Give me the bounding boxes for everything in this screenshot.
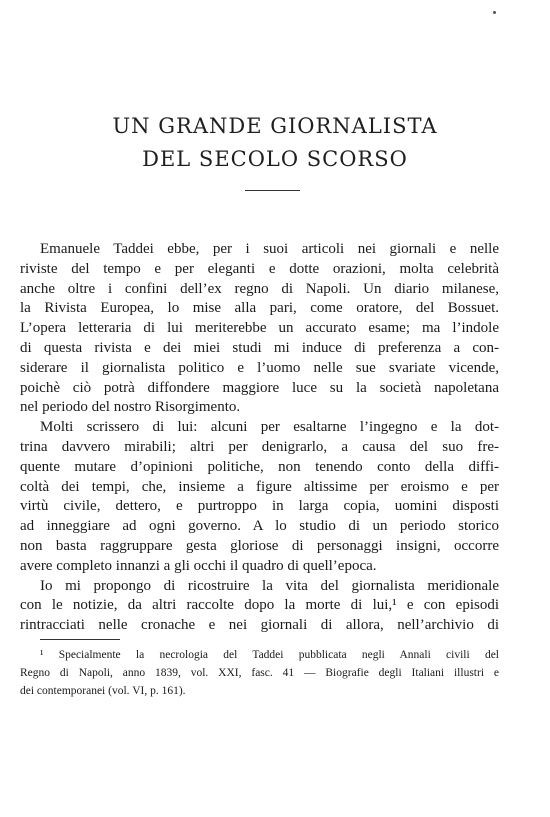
body-line: Emanuele Taddei ebbe, per i suoi articoli nei giornali e nelle [40,241,499,257]
body-line: rintracciati nelle cronache e nei giornali di allora, nell’archivio di [20,617,499,634]
page-speck [493,11,496,14]
body-line: di questa rivista e dei miei studi mi induce di preferenza a con- [20,340,499,356]
body-line: L’opera letteraria di lui meriterebbe un accurato esame; ma l’indole [20,320,499,337]
footnote-line: Regno di Napoli, anno 1839, vol. XXI, fasc. 41 — Biografie degli Italiani illustri e [20,667,499,679]
body-line: Io mi propongo di ricostruire la vita del giornalista meridionale [40,577,499,594]
body-line: poichè ciò potrà diffondere maggiore luce su la società napoletana [20,379,499,396]
footnote-line: dei contemporanei (vol. VI, p. 161). [20,685,186,697]
body-line: anche oltre i confini dell’ex regno di Napoli. Un diario milanese, [20,280,499,297]
chapter-title-line-1: UN GRANDE GIORNALISTA [112,114,438,138]
body-line: coltà dei tempi, che, insieme a figure altissime per eroismo e per [20,478,499,495]
chapter-title-line-2: DEL SECOLO SCORSO [142,147,408,171]
footnote-divider [40,639,120,640]
title-divider [245,190,300,191]
body-line: siderare il giornalista politico e l’uomo nelle sue svariate vicende, [20,359,499,376]
body-line: ad inneggiare ad ogni governo. A lo studio di un periodo storico [20,518,499,535]
body-line: trina davvero mirabili; altri per denigrarlo, a causa del suo fre- [20,439,499,455]
body-line: con le notizie, da altri raccolte dopo la morte di lui,¹ e con episodi [20,597,499,614]
body-line: nel periodo del nostro Risorgimento. [20,399,241,416]
body-line: non basta raggruppare gesta gloriose di personaggi insigni, occorre [20,538,499,554]
footnote-line: ¹ Specialmente la necrologia del Taddei pubblicata negli Annali civili del [40,649,499,661]
body-line: Molti scrissero di lui: alcuni per esaltarne l’ingegno e la dot- [40,419,499,436]
body-line: avere completo innanzi a gli occhi il quadro di quell’epoca. [20,557,377,574]
body-line: virtù civile, dettero, e purtroppo in larga copia, uomini disposti [20,498,499,515]
body-line: la Rivista Europea, lo mise alla pari, come oratore, del Bossuet. [20,300,499,317]
body-line: quente mutare d’opinioni politiche, non tenendo conto della diffi- [20,458,499,475]
body-line: riviste del tempo e per eleganti e dotte orazioni, molta celebrità [20,260,499,277]
